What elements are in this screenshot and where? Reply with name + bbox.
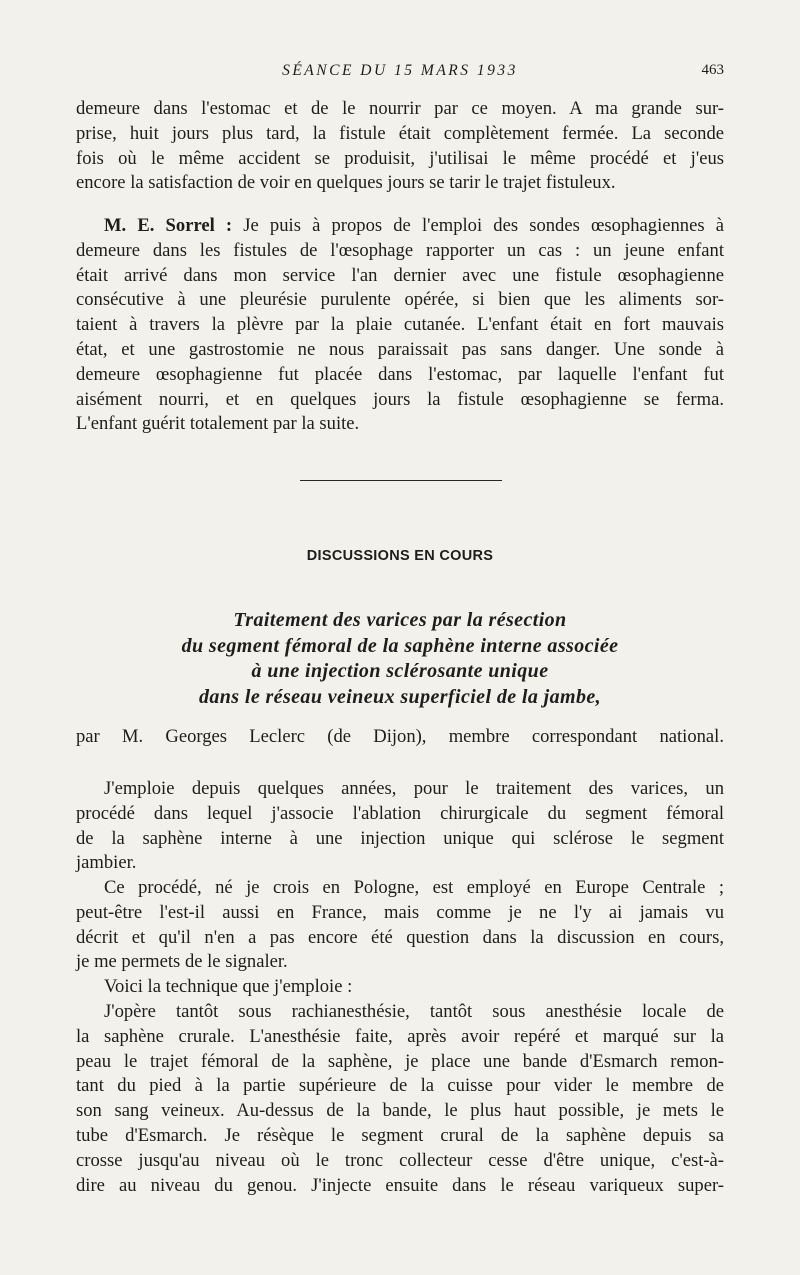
byline: par M. Georges Leclerc (de Dijon), membre correspondant national. xyxy=(76,726,724,747)
text-line: encore la satisfaction de voir en quelques jours se tarir le trajet fistuleux. xyxy=(76,172,616,194)
text-line: jambier. xyxy=(76,852,137,874)
text-line: tube d'Esmarch. Je résèque le segment crural de la saphène depuis sa xyxy=(76,1124,724,1146)
section-divider xyxy=(300,480,502,481)
text-line: prise, huit jours plus tard, la fistule était complètement fermée. La seconde xyxy=(76,122,724,144)
section-heading: DISCUSSIONS EN COURS xyxy=(306,548,494,564)
text-line: tant du pied à la partie supérieure de la cuisse pour vider le membre de xyxy=(76,1075,724,1097)
article-title xyxy=(76,608,724,710)
title-line: Traitement des varices par la résection xyxy=(233,609,567,631)
text-line: Ce procédé, né je crois en Pologne, est employé en Europe Centrale ; xyxy=(104,877,724,898)
text-line: dire au niveau du genou. J'injecte ensuite dans le réseau variqueux super- xyxy=(76,1174,724,1196)
text-line: état, et une gastrostomie ne nous paraissait pas sans danger. Une sonde à xyxy=(76,338,724,360)
text-line: J'emploie depuis quelques années, pour le traitement des varices, un xyxy=(104,778,724,799)
page-number: 463 xyxy=(701,62,724,78)
text-line: taient à travers la plèvre par la plaie cutanée. L'enfant était en fort mauvais xyxy=(76,314,724,336)
running-title: SÉANCE DU 15 MARS 1933 xyxy=(282,62,518,79)
text-line: J'opère tantôt sous rachianesthésie, tantôt sous anesthésie locale de xyxy=(104,1001,724,1022)
body-paragraph-2 xyxy=(76,876,724,975)
text-line: consécutive à une pleurésie purulente opérée, si bien que les aliments sor- xyxy=(76,289,724,311)
paragraph-continuation xyxy=(76,97,724,196)
text-line: Voici la technique que j'emploie : xyxy=(104,976,353,997)
text-line: je me permets de le signaler. xyxy=(76,951,288,973)
text-line: était arrivé dans mon service l'an dernier avec une fistule œsophagienne xyxy=(76,264,724,286)
body-paragraph-1 xyxy=(76,777,724,876)
text-line: demeure œsophagienne fut placée dans l'estomac, par laquelle l'enfant fut xyxy=(76,363,724,385)
body-paragraph-4 xyxy=(76,1000,724,1198)
text-line: peau le trajet fémoral de la saphène, je place une bande d'Esmarch remon- xyxy=(76,1050,724,1072)
paragraph-sorrel xyxy=(76,214,724,437)
text-segment: Je puis à propos de l'emploi des sondes œsophagiennes à xyxy=(232,215,724,236)
text-line: demeure dans les fistules de l'œsophage rapporter un cas : un jeune enfant xyxy=(76,239,724,261)
text-line: fois où le même accident se produisit, j'utilisai le même procédé et j'eus xyxy=(76,147,724,169)
body-paragraph-3 xyxy=(76,975,724,1000)
title-line: à une injection sclérosante unique xyxy=(251,660,549,682)
text-line: décrit et qu'il n'en a pas encore été question dans la discussion en cours, xyxy=(76,926,724,948)
running-header xyxy=(76,62,724,88)
text-line: aisément nourri, et en quelques jours la fistule œsophagienne se ferma. xyxy=(76,388,724,410)
text-line xyxy=(76,214,724,239)
title-line: du segment fémoral de la saphène interne associée xyxy=(181,634,619,657)
text-line: demeure dans l'estomac et de le nourrir par ce moyen. A ma grande sur- xyxy=(76,98,724,119)
text-line: son sang veineux. Au-dessus de la bande, le plus haut possible, je mets le xyxy=(76,1100,724,1122)
text-line: crosse jusqu'au niveau où le tronc collecteur cesse d'être unique, c'est-à- xyxy=(76,1149,724,1171)
text-line: la saphène crurale. L'anesthésie faite, après avoir repéré et marqué sur la xyxy=(76,1025,724,1047)
text-line: L'enfant guérit totalement par la suite. xyxy=(76,413,360,435)
text-line: procédé dans lequel j'associe l'ablation chirurgicale du segment fémoral xyxy=(76,802,724,824)
text-line: peut-être l'est-il aussi en France, mais comme je ne l'y ai jamais vu xyxy=(76,901,724,923)
speaker-name: M. E. Sorrel : xyxy=(104,215,233,236)
text-line: de la saphène interne à une injection unique qui sclérose le segment xyxy=(76,827,724,849)
title-line: dans le réseau veineux superficiel de la jambe, xyxy=(198,685,602,708)
